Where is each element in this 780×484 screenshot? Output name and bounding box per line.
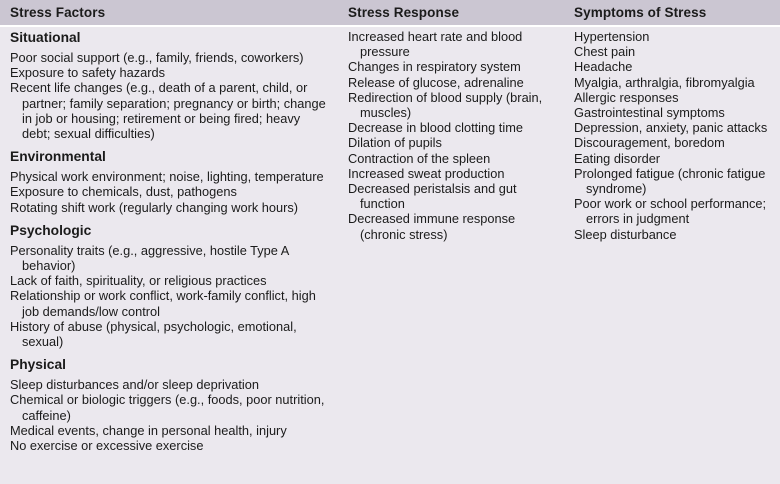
- list-item: Decrease in blood clotting time: [348, 120, 523, 136]
- list-item: Exposure to safety hazards: [10, 65, 166, 81]
- section-physical: [10, 356, 330, 453]
- list-item: Depression, anxiety, panic attacks: [574, 120, 768, 136]
- list-item: Decreased immune response (chronic stress): [348, 211, 516, 242]
- list-item: Contraction of the spleen: [348, 150, 491, 166]
- list-item: Discouragement, boredom: [574, 135, 725, 151]
- header-stress-response: Stress Response: [348, 5, 460, 20]
- section-title: Situational: [10, 30, 81, 45]
- list-item: Poor work or school performance; errors in judgment: [574, 196, 767, 227]
- header-stress-factors: Stress Factors: [10, 5, 106, 20]
- section-title: Physical: [10, 357, 66, 373]
- list-item: Allergic responses: [574, 89, 679, 105]
- section-title: Psychologic: [10, 222, 92, 238]
- list-item: Headache: [574, 59, 633, 75]
- list-item: Changes in respiratory system: [348, 59, 521, 75]
- list-item: Sleep disturbances and/or sleep deprivation: [10, 377, 259, 393]
- list-item: Physical work environment; noise, lighting, temperature: [10, 169, 324, 185]
- list-item: Decreased peristalsis and gut function: [348, 181, 517, 212]
- table-header: [0, 0, 780, 27]
- list-item: Rotating shift work (regularly changing work hours): [10, 199, 299, 215]
- section-situational: [10, 29, 330, 141]
- stress-factors-column: [10, 29, 330, 460]
- list-item: Hypertension: [574, 29, 650, 44]
- list-item: Recent life changes (e.g., death of a parent, child, or partner; family separation; pregnancy or birth; change in job or housing; retirement or being fired; heavy debt; sexual difficulties): [10, 80, 326, 142]
- list-item: No exercise or excessive exercise: [10, 438, 204, 454]
- list-item: Lack of faith, spirituality, or religious practices: [10, 273, 267, 289]
- symptoms-column: [574, 29, 774, 242]
- section-environmental: [10, 148, 330, 215]
- list-item: Redirection of blood supply (brain, muscles): [348, 89, 543, 121]
- section-psychologic: [10, 222, 330, 349]
- stress-response-column: [348, 29, 558, 242]
- list-item: Sleep disturbance: [574, 226, 677, 242]
- list-item: Prolonged fatigue (chronic fatigue syndrome): [574, 165, 766, 197]
- list-item: Personality traits (e.g., aggressive, hostile Type A behavior): [10, 242, 289, 274]
- list-item: History of abuse (physical, psychologic, emotional, sexual): [10, 318, 297, 350]
- list-item: Increased heart rate and blood pressure: [348, 29, 523, 60]
- list-item: Medical events, change in personal health, injury: [10, 422, 287, 438]
- list-item: Release of glucose, adrenaline: [348, 74, 524, 90]
- header-symptoms-of-stress: Symptoms of Stress: [574, 5, 707, 20]
- list-item: Eating disorder: [574, 150, 661, 166]
- list-item: Poor social support (e.g., family, friends, coworkers): [10, 50, 304, 65]
- section-title: Environmental: [10, 149, 106, 165]
- list-item: Exposure to chemicals, dust, pathogens: [10, 184, 237, 200]
- list-item: Dilation of pupils: [348, 135, 442, 151]
- list-item: Gastrointestinal symptoms: [574, 105, 725, 121]
- list-item: Chemical or biologic triggers (e.g., foods, poor nutrition, caffeine): [10, 392, 325, 423]
- list-item: Increased sweat production: [348, 165, 505, 181]
- list-item: Myalgia, arthralgia, fibromyalgia: [574, 74, 755, 90]
- list-item: Chest pain: [574, 44, 636, 60]
- list-item: Relationship or work conflict, work-family conflict, high job demands/low control: [10, 288, 316, 319]
